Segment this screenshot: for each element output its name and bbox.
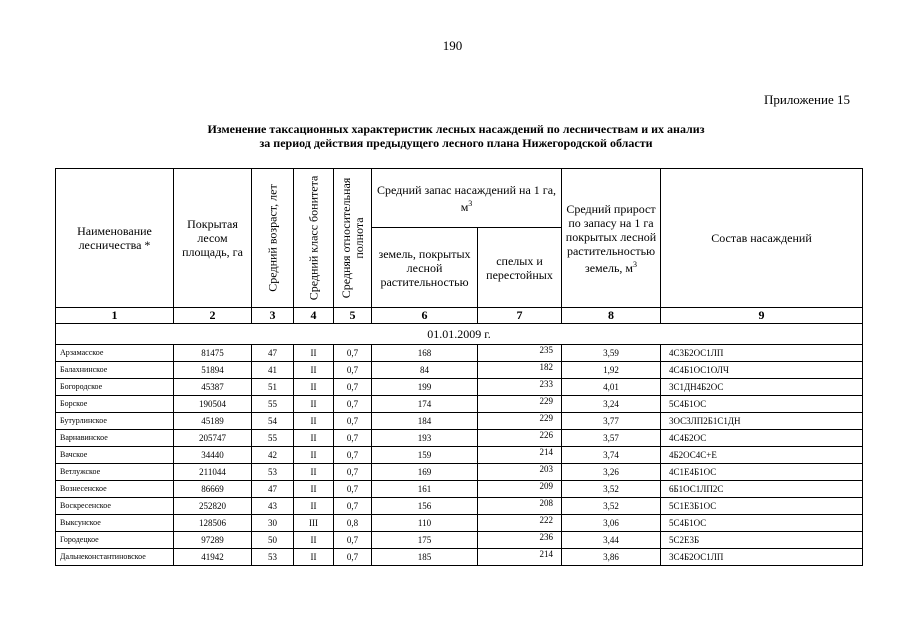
- column-number: 8: [562, 308, 661, 324]
- stock-mature-cell: 182: [478, 362, 562, 379]
- stock-forested-cell: 110: [372, 515, 478, 532]
- forest-area-cell: 51894: [174, 362, 252, 379]
- stock-mature-cell: 222: [478, 515, 562, 532]
- bonitet-class-cell: II: [294, 481, 334, 498]
- header-growth: Средний прирост по запасу на 1 га покрытых лесной растительностью земель, $м^3$: [562, 169, 661, 308]
- relative-density-cell: 0,7: [334, 481, 372, 498]
- composition-cell: 5С4Б1ОС: [661, 515, 863, 532]
- table-row: [56, 413, 863, 430]
- bonitet-class-cell: II: [294, 464, 334, 481]
- title-line-2: за период действия предыдущего лесного плана Нижегородской области: [259, 136, 653, 150]
- document-title: [100, 122, 812, 150]
- date-label: 01.01.2009 г.: [56, 324, 863, 345]
- growth-cell: 3,52: [562, 481, 661, 498]
- relative-density-cell: 0,7: [334, 413, 372, 430]
- forest-area-cell: 45387: [174, 379, 252, 396]
- forestry-name-cell: Арзамасское: [56, 345, 174, 362]
- column-number: 7: [478, 308, 562, 324]
- average-age-cell: 41: [252, 362, 294, 379]
- relative-density-cell: 0,7: [334, 532, 372, 549]
- column-number: 2: [174, 308, 252, 324]
- stock-forested-cell: 168: [372, 345, 478, 362]
- column-numbers-row: [56, 308, 863, 324]
- bonitet-class-cell: II: [294, 396, 334, 413]
- forestry-name-cell: Вачское: [56, 447, 174, 464]
- column-number: 9: [661, 308, 863, 324]
- relative-density-cell: 0,7: [334, 498, 372, 515]
- stock-forested-cell: 84: [372, 362, 478, 379]
- growth-cell: 3,26: [562, 464, 661, 481]
- stock-forested-cell: 175: [372, 532, 478, 549]
- header-relative-density: Средняя относительная полнота: [338, 177, 366, 299]
- stock-mature-cell: 214: [478, 549, 562, 566]
- header-forestry-name: Наименование лесничества *: [56, 169, 174, 308]
- header-stock-forested: земель, покрытых лесной растительностью: [372, 228, 478, 308]
- column-number: 6: [372, 308, 478, 324]
- forest-area-cell: 81475: [174, 345, 252, 362]
- average-age-cell: 53: [252, 464, 294, 481]
- stock-mature-cell: 229: [478, 396, 562, 413]
- table-header: [56, 169, 863, 345]
- forestry-table: [55, 168, 863, 566]
- growth-cell: 4,01: [562, 379, 661, 396]
- date-row: [56, 324, 863, 345]
- column-number: 3: [252, 308, 294, 324]
- composition-cell: 4С3Б2ОС1ЛП: [661, 345, 863, 362]
- average-age-cell: 53: [252, 549, 294, 566]
- table-row: [56, 532, 863, 549]
- relative-density-cell: 0,7: [334, 396, 372, 413]
- appendix-label: Приложение 15: [763, 92, 850, 107]
- composition-cell: 3С1ДН4Б2ОС: [661, 379, 863, 396]
- relative-density-cell: 0,8: [334, 515, 372, 532]
- composition-cell: 3ОС3ЛП2Б1С1ДН: [661, 413, 863, 430]
- bonitet-class-cell: II: [294, 430, 334, 447]
- stock-forested-cell: 184: [372, 413, 478, 430]
- table-row: [56, 430, 863, 447]
- header-bonitet-cell: [294, 169, 334, 308]
- page-number: 190: [442, 38, 463, 53]
- growth-cell: 3,59: [562, 345, 661, 362]
- stock-forested-cell: 159: [372, 447, 478, 464]
- stock-forested-cell: 174: [372, 396, 478, 413]
- relative-density-cell: 0,7: [334, 549, 372, 566]
- growth-cell: 3,44: [562, 532, 661, 549]
- composition-cell: 5С1Е3Б1ОС: [661, 498, 863, 515]
- header-stock-mature: спелых и перестойных: [478, 228, 562, 308]
- header-stock-group: Средний запас насаждений на 1 га, $м^3$: [372, 169, 562, 228]
- header-average-age-cell: [252, 169, 294, 308]
- forest-area-cell: 252820: [174, 498, 252, 515]
- forestry-name-cell: Балахнинское: [56, 362, 174, 379]
- forestry-name-cell: Городецкое: [56, 532, 174, 549]
- forest-area-cell: 41942: [174, 549, 252, 566]
- bonitet-class-cell: II: [294, 447, 334, 464]
- bonitet-class-cell: II: [294, 379, 334, 396]
- forest-area-cell: 190504: [174, 396, 252, 413]
- table-row: [56, 464, 863, 481]
- growth-cell: 3,52: [562, 498, 661, 515]
- stock-forested-cell: 156: [372, 498, 478, 515]
- title-line-1: Изменение таксационных характеристик лесных насаждений по лесничествам и их анализ: [207, 122, 705, 136]
- composition-cell: 6Б1ОС1ЛП2С: [661, 481, 863, 498]
- table-row: [56, 379, 863, 396]
- average-age-cell: 54: [252, 413, 294, 430]
- composition-cell: 5С2Е3Б: [661, 532, 863, 549]
- growth-cell: 3,06: [562, 515, 661, 532]
- forestry-name-cell: Варнавинское: [56, 430, 174, 447]
- forest-area-cell: 97289: [174, 532, 252, 549]
- average-age-cell: 30: [252, 515, 294, 532]
- stock-mature-cell: 235: [478, 345, 562, 362]
- relative-density-cell: 0,7: [334, 379, 372, 396]
- forest-area-cell: 34440: [174, 447, 252, 464]
- table-row: [56, 362, 863, 379]
- forest-area-cell: 86669: [174, 481, 252, 498]
- stock-mature-cell: 209: [478, 481, 562, 498]
- average-age-cell: 51: [252, 379, 294, 396]
- relative-density-cell: 0,7: [334, 362, 372, 379]
- average-age-cell: 55: [252, 430, 294, 447]
- forestry-name-cell: Борское: [56, 396, 174, 413]
- header-average-age: Средний возраст, лет: [265, 184, 279, 292]
- stock-mature-cell: 233: [478, 379, 562, 396]
- header-composition: Состав насаждений: [661, 169, 863, 308]
- forestry-name-cell: Бутурлинское: [56, 413, 174, 430]
- growth-cell: 3,86: [562, 549, 661, 566]
- average-age-cell: 55: [252, 396, 294, 413]
- column-number: 4: [294, 308, 334, 324]
- header-density-cell: [334, 169, 372, 308]
- average-age-cell: 42: [252, 447, 294, 464]
- stock-forested-cell: 193: [372, 430, 478, 447]
- average-age-cell: 47: [252, 345, 294, 362]
- table-row: [56, 498, 863, 515]
- composition-cell: 3С4Б2ОС1ЛП: [661, 549, 863, 566]
- table-row: [56, 549, 863, 566]
- relative-density-cell: 0,7: [334, 464, 372, 481]
- column-number: 1: [56, 308, 174, 324]
- table-body: [56, 345, 863, 566]
- composition-cell: 4С1Е4Б1ОС: [661, 464, 863, 481]
- growth-cell: 3,77: [562, 413, 661, 430]
- composition-cell: 4Б2ОС4С+Е: [661, 447, 863, 464]
- relative-density-cell: 0,7: [334, 345, 372, 362]
- bonitet-class-cell: II: [294, 345, 334, 362]
- table-row: [56, 396, 863, 413]
- forest-area-cell: 128506: [174, 515, 252, 532]
- composition-cell: 4С4Б1ОС1ОЛЧ: [661, 362, 863, 379]
- bonitet-class-cell: II: [294, 549, 334, 566]
- average-age-cell: 47: [252, 481, 294, 498]
- stock-forested-cell: 161: [372, 481, 478, 498]
- forest-area-cell: 211044: [174, 464, 252, 481]
- bonitet-class-cell: II: [294, 532, 334, 549]
- composition-cell: 4С4Б2ОС: [661, 430, 863, 447]
- forestry-name-cell: Выксунское: [56, 515, 174, 532]
- bonitet-class-cell: II: [294, 362, 334, 379]
- stock-mature-cell: 229: [478, 413, 562, 430]
- bonitet-class-cell: III: [294, 515, 334, 532]
- stock-forested-cell: 199: [372, 379, 478, 396]
- stock-forested-cell: 185: [372, 549, 478, 566]
- stock-mature-cell: 236: [478, 532, 562, 549]
- average-age-cell: 43: [252, 498, 294, 515]
- forest-area-cell: 205747: [174, 430, 252, 447]
- stock-mature-cell: 208: [478, 498, 562, 515]
- composition-cell: 5С4Б1ОС: [661, 396, 863, 413]
- growth-cell: 3,74: [562, 447, 661, 464]
- table-row: [56, 481, 863, 498]
- stock-mature-cell: 203: [478, 464, 562, 481]
- growth-cell: 1,92: [562, 362, 661, 379]
- forestry-name-cell: Воскресенское: [56, 498, 174, 515]
- forest-area-cell: 45189: [174, 413, 252, 430]
- stock-mature-cell: 214: [478, 447, 562, 464]
- growth-cell: 3,24: [562, 396, 661, 413]
- forestry-name-cell: Ветлужское: [56, 464, 174, 481]
- bonitet-class-cell: II: [294, 413, 334, 430]
- forestry-name-cell: Вознесенское: [56, 481, 174, 498]
- stock-mature-cell: 226: [478, 430, 562, 447]
- bonitet-class-cell: II: [294, 498, 334, 515]
- relative-density-cell: 0,7: [334, 430, 372, 447]
- header-forest-area: Покрытая лесом площадь, га: [174, 169, 252, 308]
- forestry-name-cell: Богородское: [56, 379, 174, 396]
- growth-cell: 3,57: [562, 430, 661, 447]
- average-age-cell: 50: [252, 532, 294, 549]
- table-row: [56, 515, 863, 532]
- relative-density-cell: 0,7: [334, 447, 372, 464]
- table-row: [56, 447, 863, 464]
- column-number: 5: [334, 308, 372, 324]
- header-bonitet-class: Средний класс бонитета: [306, 175, 320, 301]
- forestry-name-cell: Дальнеконстантиновское: [56, 549, 174, 566]
- table-row: [56, 345, 863, 362]
- stock-forested-cell: 169: [372, 464, 478, 481]
